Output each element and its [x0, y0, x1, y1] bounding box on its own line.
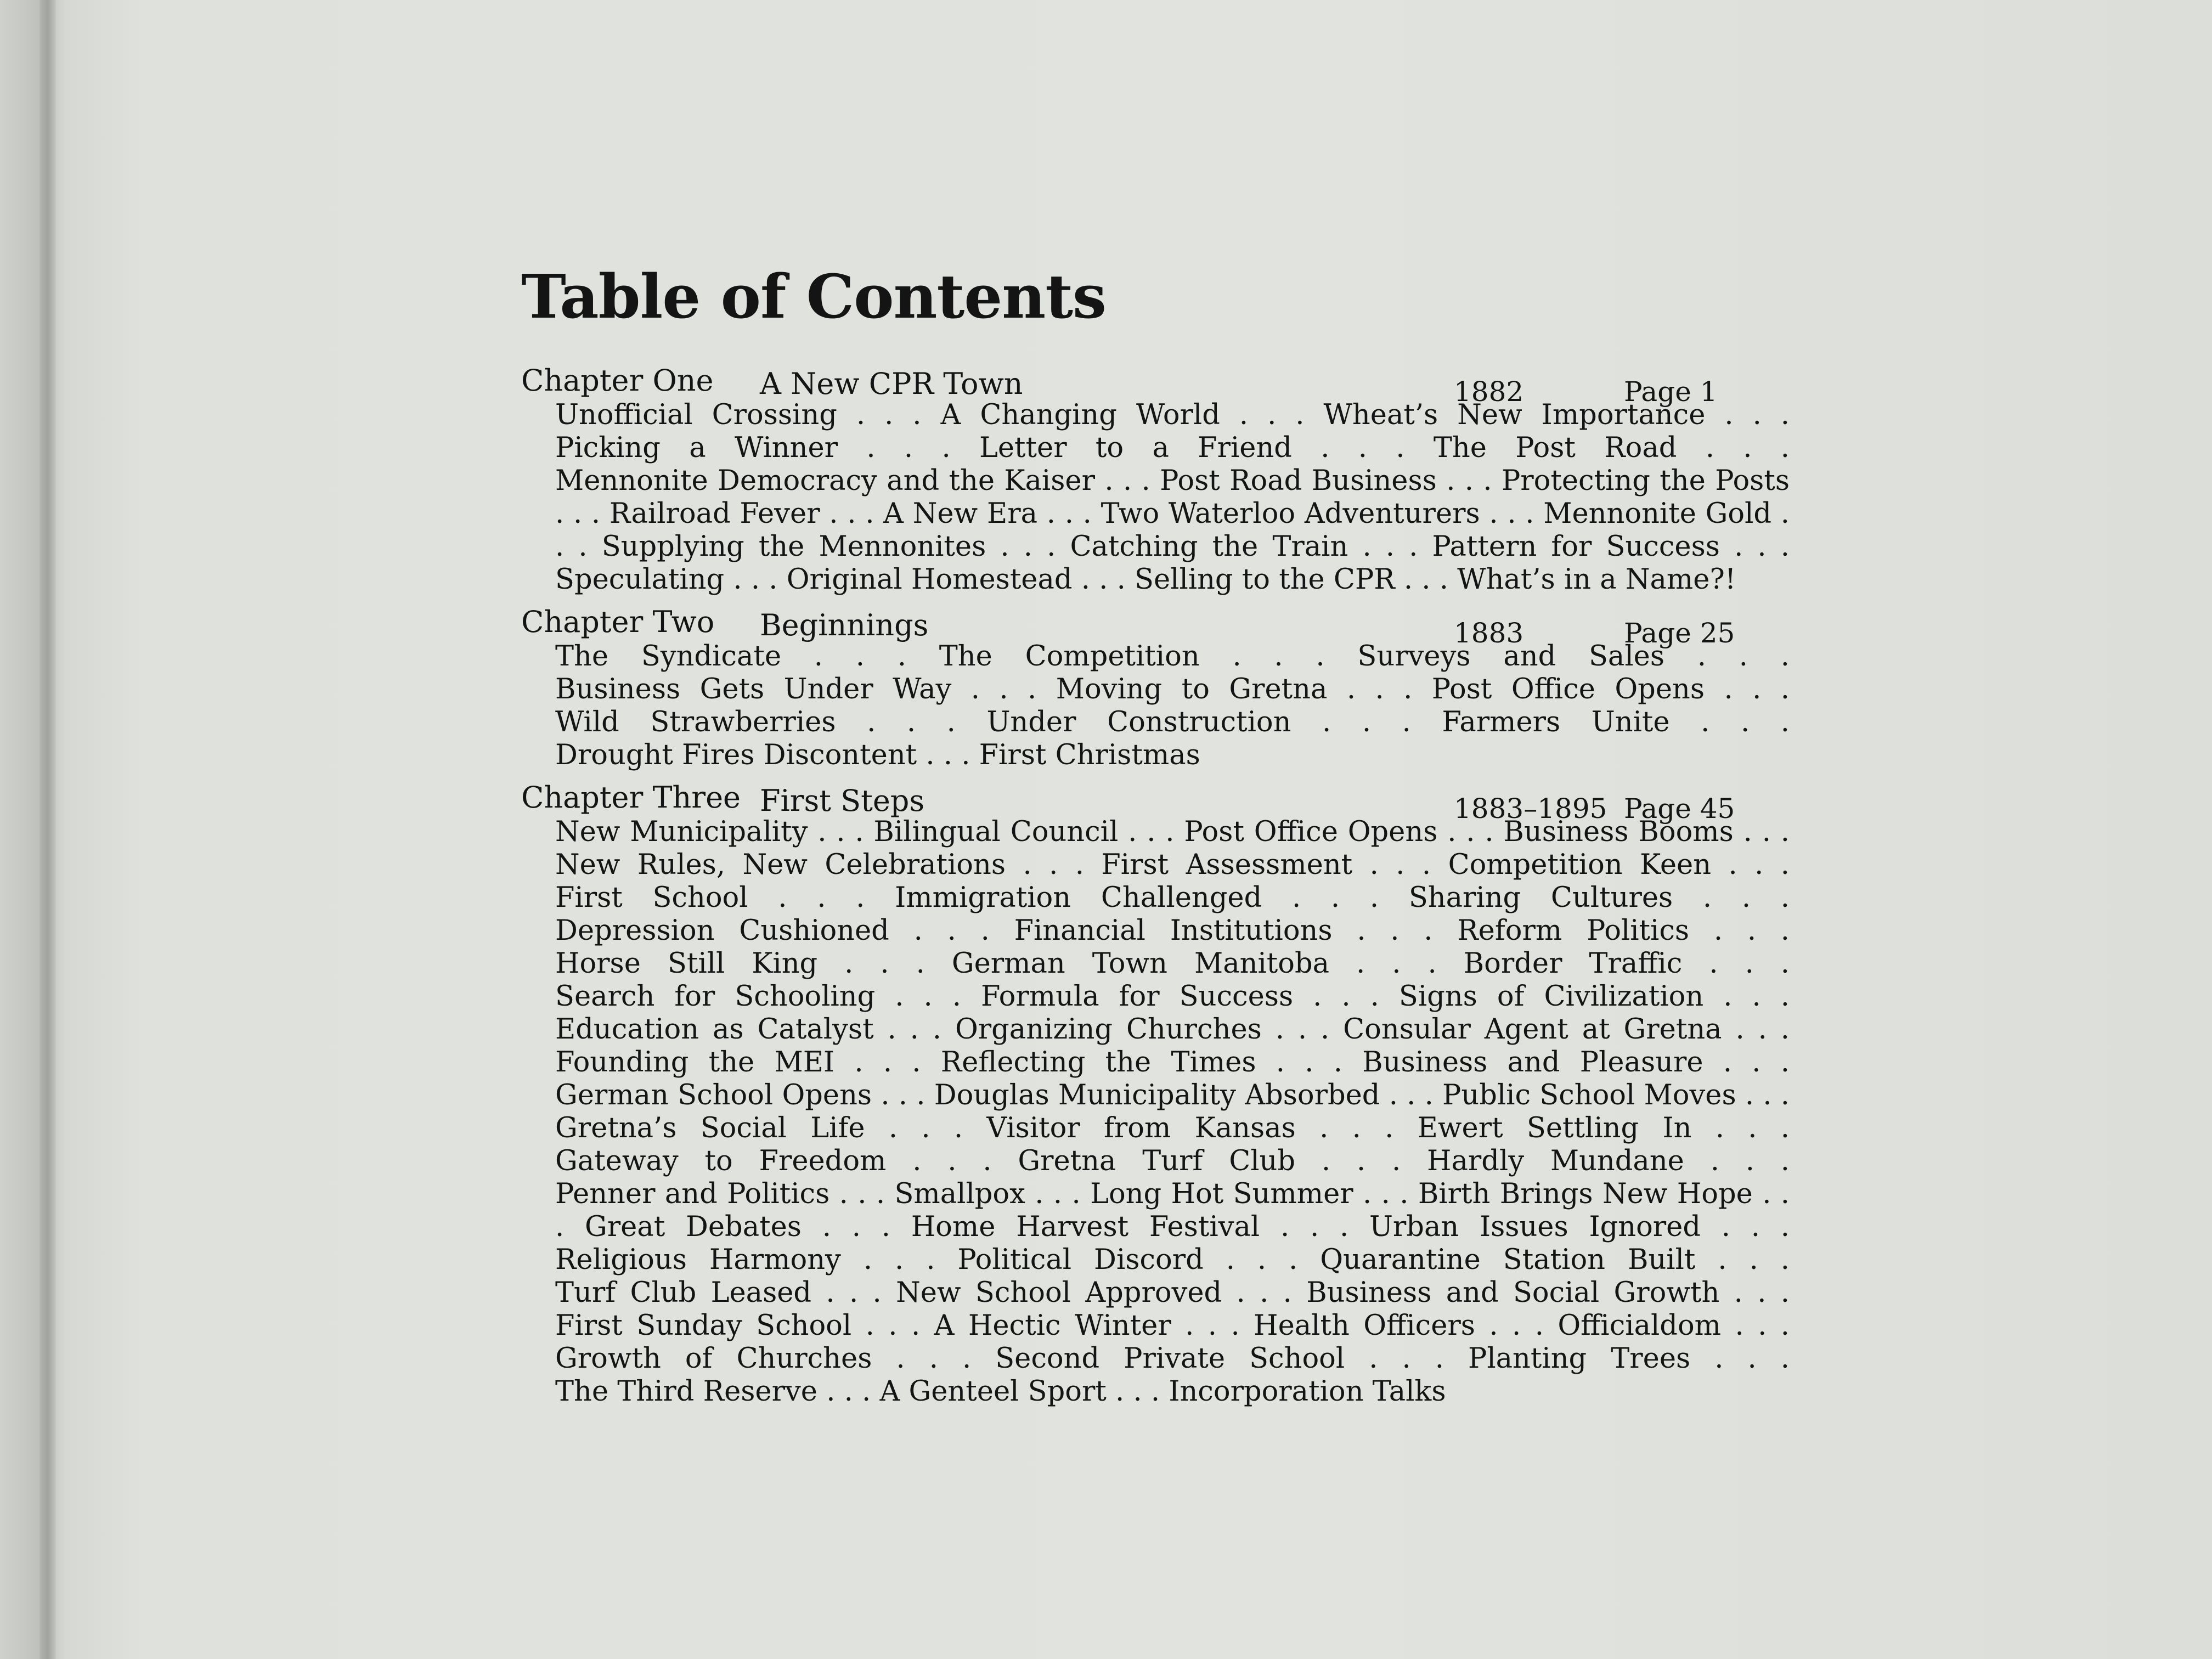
- topic-item: Long Hot Summer: [1090, 1178, 1353, 1210]
- topic-item: Mennonite Democracy and the Kaiser: [555, 465, 1095, 497]
- topic-item: Founding the MEI: [555, 1046, 835, 1079]
- topic-item: Search for Schooling: [555, 980, 876, 1013]
- topic-item: Mennonite Gold: [1543, 498, 1772, 530]
- chapter-topics: The Syndicate . . . The Competition . . . Surveys and Sales . . . Business Gets Under Way . . . Moving to Gretna . . . Post Office Opens . . . Wild Strawberries . . . Under Construction . . . Farmers Unite . . . Drought Fires Discontent . . . First Christmas: [555, 640, 1790, 771]
- chapter-heading: [521, 604, 1783, 649]
- topic-item: Second Private School: [995, 1342, 1345, 1375]
- topic-item: Under Construction: [986, 706, 1291, 738]
- chapter-topics: New Municipality . . . Bilingual Council . . . Post Office Opens . . . Business Booms . . . New Rules, New Celebrations . . . First Assessment . . . Competition Keen . . . First School . . . Immigration Challenged . . . Sharing Cultures . . . Depression Cushioned . . . Financial Institutions . . . Reform Politics . . . Horse Still King . . . German Town Manitoba . . . Border Traffic . . . Search for Schooling . . . Formula for Success . . . Signs of Civilization . . . Education as Catalyst . . . Organizing Churches . . . Consular Agent at Gretna . . . Founding the MEI . . . Reflecting the Times . . . Business and Pleasure . . . German School Opens . . . Douglas Municipality Absorbed . . . Public School Moves . . . Gretna’s Social Life . . . Visitor from Kansas . . . Ewert Settling In . . . Gateway to Freedom . . . Gretna Turf Club . . . Hardly Mundane . . . Penner and Politics . . . Smallpox . . . Long Hot Summer . . . Birth Brings New Hope . . . Great Debates . . . Home Harvest Festival . . . Urban Issues Ignored . . . Religious Harmony . . . Political Discord . . . Quarantine Station Built . . . Turf Club Leased . . . New School Approved . . . Business and Social Growth . . . First Sunday School . . . A Hectic Winter . . . Health Officers . . . Officialdom . . . Growth of Churches . . . Second Private School . . . Planting Trees . . . The Third Reserve . . . A Genteel Sport . . . Incorporation Talks: [555, 816, 1790, 1408]
- topic-item: A Genteel Sport: [879, 1375, 1107, 1408]
- topic-item: Horse Still King: [555, 947, 818, 980]
- topic-item: Ewert Settling In: [1417, 1112, 1692, 1144]
- chapter-page: Page 45: [1624, 793, 1735, 825]
- topic-item: Letter to a Friend: [979, 432, 1292, 464]
- topic-item: Border Traffic: [1463, 947, 1683, 980]
- topic-item: Post Office Opens: [1431, 673, 1705, 706]
- topic-item: Gretna Turf Club: [1018, 1145, 1296, 1177]
- topic-item: Public School Moves: [1442, 1079, 1736, 1111]
- topic-item: Wheat’s New Importance: [1323, 399, 1706, 431]
- topic-item: Wild Strawberries: [555, 706, 836, 738]
- topic-item: Protecting the Posts: [1501, 465, 1790, 497]
- topic-item: Moving to Gretna: [1056, 673, 1328, 706]
- topic-item: Farmers Unite: [1442, 706, 1670, 738]
- table-of-contents: [521, 261, 1790, 1416]
- topic-item: Pattern for Success: [1432, 531, 1720, 563]
- topic-item: Quarantine Station Built: [1320, 1244, 1696, 1276]
- topic-item: Visitor from Kansas: [986, 1112, 1296, 1144]
- topic-item: Health Officers: [1254, 1310, 1475, 1342]
- topic-item: Immigration Challenged: [895, 882, 1262, 914]
- topic-item: Business Booms: [1503, 816, 1734, 848]
- topic-item: Education as Catalyst: [555, 1013, 874, 1046]
- topic-item: Post Office Opens: [1184, 816, 1438, 848]
- topic-item: Religious Harmony: [555, 1244, 841, 1276]
- chapter-entry-one: [521, 363, 1790, 596]
- topic-item: Selling to the CPR: [1135, 563, 1395, 596]
- topic-item: Growth of Churches: [555, 1342, 872, 1375]
- topic-item: Formula for Success: [981, 980, 1294, 1013]
- chapter-years: 1883–1895: [1454, 793, 1607, 825]
- chapter-entry-three: [521, 780, 1790, 1408]
- topic-item: Reform Politics: [1457, 915, 1690, 947]
- topic-item: First Sunday School: [555, 1310, 852, 1342]
- topic-item: Organizing Churches: [955, 1013, 1262, 1046]
- topic-item: The Syndicate: [555, 640, 782, 673]
- topic-item: The Third Reserve: [555, 1375, 817, 1408]
- chapter-title: Beginnings: [760, 608, 929, 642]
- chapter-page: Page 25: [1624, 617, 1735, 649]
- topic-item: Business Gets Under Way: [555, 673, 952, 706]
- topic-item: Original Homestead: [786, 563, 1073, 596]
- topic-item: A Hectic Winter: [934, 1310, 1171, 1342]
- topic-item: Surveys and Sales: [1357, 640, 1665, 673]
- topic-item: Turf Club Leased: [555, 1277, 812, 1309]
- topic-item: Birth Brings New Hope: [1418, 1178, 1753, 1210]
- topic-item: Sharing Cultures: [1408, 882, 1673, 914]
- topic-item: Financial Institutions: [1014, 915, 1333, 947]
- chapter-label: Chapter One: [521, 363, 714, 398]
- topic-item: Business and Social Growth: [1306, 1277, 1720, 1309]
- topic-item: Consular Agent at Gretna: [1343, 1013, 1722, 1046]
- topic-item: Depression Cushioned: [555, 915, 889, 947]
- topic-item: Speculating: [555, 563, 725, 596]
- topic-item: Incorporation Talks: [1169, 1375, 1446, 1408]
- topic-item: Unofficial Crossing: [555, 399, 837, 431]
- chapter-topics: Unofficial Crossing . . . A Changing World . . . Wheat’s New Importance . . . Picking a Winner . . . Letter to a Friend . . . The Post Road . . . Mennonite Democracy and the Kaiser . . . Post Road Business . . . Protecting the Posts . . . Railroad Fever . . . A New Era . . . Two Waterloo Adventurers . . . Mennonite Gold . . . Supplying the Mennonites . . . Catching the Train . . . Pattern for Success . . . Speculating . . . Original Homestead . . . Selling to the CPR . . . What’s in a Name?!: [555, 399, 1790, 596]
- topic-item: Home Harvest Festival: [911, 1211, 1260, 1243]
- topic-item: Officialdom: [1558, 1310, 1722, 1342]
- topic-item: Douglas Municipality Absorbed: [934, 1079, 1380, 1111]
- topic-item: German Town Manitoba: [951, 947, 1330, 980]
- topic-item: First Christmas: [979, 739, 1200, 771]
- topic-item: Great Debates: [585, 1211, 802, 1243]
- chapter-entry-two: [521, 604, 1790, 772]
- topic-item: Smallpox: [894, 1178, 1025, 1210]
- topic-item: Planting Trees: [1468, 1342, 1691, 1375]
- topic-item: Bilingual Council: [873, 816, 1119, 848]
- topic-item: Gretna’s Social Life: [555, 1112, 865, 1144]
- topic-item: The Competition: [939, 640, 1200, 673]
- chapter-title: A New CPR Town: [760, 366, 1023, 401]
- topic-item: Political Discord: [957, 1244, 1204, 1276]
- topic-item: Catching the Train: [1070, 531, 1348, 563]
- topic-item: Picking a Winner: [555, 432, 838, 464]
- topic-item: Hardly Mundane: [1427, 1145, 1684, 1177]
- chapter-label: Chapter Two: [521, 605, 715, 639]
- topic-item: A Changing World: [940, 399, 1220, 431]
- topic-item: New Municipality: [555, 816, 808, 848]
- topic-item: Competition Keen: [1448, 849, 1712, 881]
- topic-item: The Post Road: [1433, 432, 1677, 464]
- topic-item: Two Waterloo Adventurers: [1101, 498, 1480, 530]
- topic-item: First School: [555, 882, 748, 914]
- topic-item: Urban Issues Ignored: [1369, 1211, 1701, 1243]
- topic-item: New School Approved: [896, 1277, 1222, 1309]
- chapter-label: Chapter Three: [521, 780, 741, 815]
- topic-item: Supplying the Mennonites: [601, 531, 986, 563]
- topic-item: Gateway to Freedom: [555, 1145, 887, 1177]
- topic-item: A New Era: [883, 498, 1037, 530]
- page-title: Table of Contents: [521, 261, 1106, 332]
- chapter-page: Page 1: [1624, 376, 1718, 408]
- chapter-heading: [521, 780, 1783, 825]
- topic-item: What’s in a Name?!: [1457, 563, 1736, 596]
- topic-item: German School Opens: [555, 1079, 872, 1111]
- page-binding-shadow: [40, 0, 56, 1659]
- chapter-title: First Steps: [760, 783, 925, 818]
- topic-item: Penner and Politics: [555, 1178, 830, 1210]
- topic-item: First Assessment: [1101, 849, 1353, 881]
- topic-item: Drought Fires Discontent: [555, 739, 917, 771]
- topic-item: Signs of Civilization: [1398, 980, 1704, 1013]
- chapter-heading: [521, 363, 1783, 408]
- topic-item: Railroad Fever: [609, 498, 820, 530]
- topic-item: Business and Pleasure: [1362, 1046, 1703, 1079]
- chapter-years: 1883: [1454, 617, 1524, 649]
- topic-item: Reflecting the Times: [940, 1046, 1256, 1079]
- topic-item: New Rules, New Celebrations: [555, 849, 1006, 881]
- topic-item: Post Road Business: [1160, 465, 1437, 497]
- chapter-years: 1882: [1454, 376, 1524, 408]
